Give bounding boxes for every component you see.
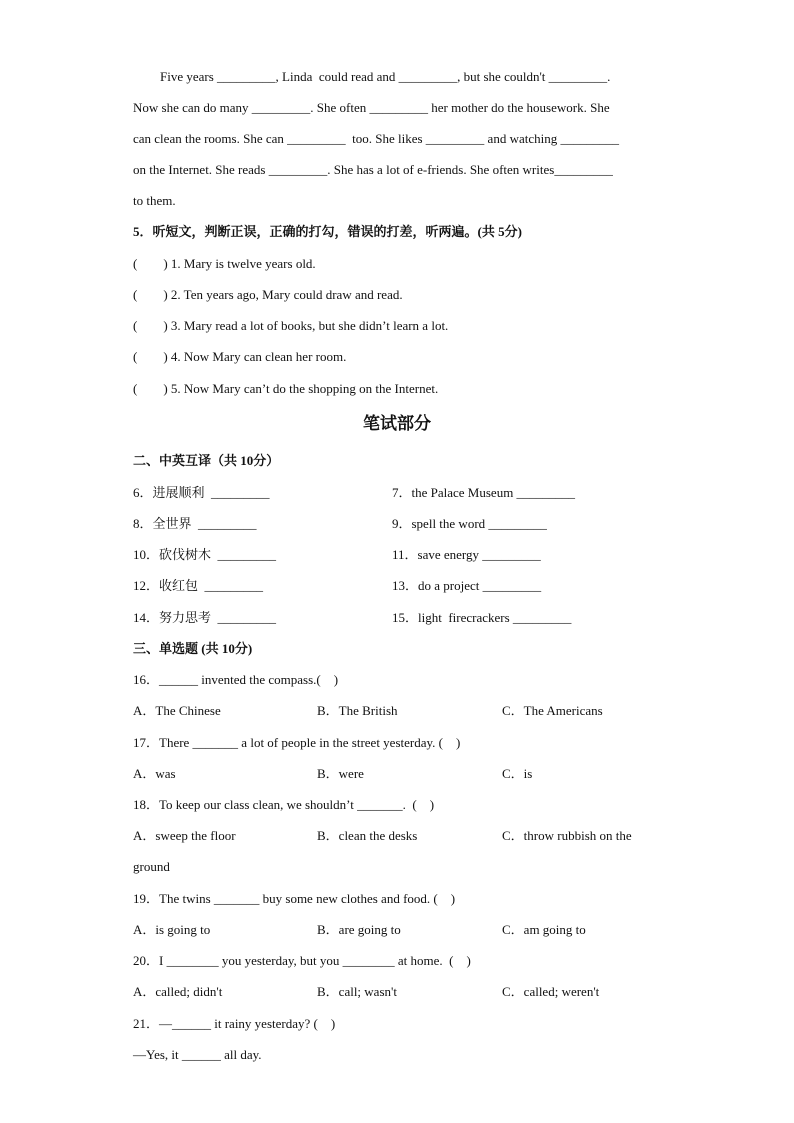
true-false-item: ( ) 3. Mary read a lot of books, but she didn’t learn a lot. bbox=[133, 318, 449, 333]
passage-line: Five years _________, Linda could read and _________, but she couldn't _________. bbox=[160, 69, 611, 84]
option-c: C．is bbox=[502, 766, 533, 781]
option-b: B．are going to bbox=[317, 922, 401, 937]
option-a: A．called; didn't bbox=[133, 984, 223, 999]
true-false-item: ( ) 2. Ten years ago, Mary could draw and read. bbox=[133, 287, 403, 302]
option-c: C．am going to bbox=[502, 922, 586, 937]
translation-item: 15．light firecrackers _________ bbox=[392, 610, 572, 625]
section-5-heading: 5．听短文，判断正误，正确的打勾，错误的打差，听两遍。(共 5分) bbox=[133, 224, 522, 239]
question-stem: 20．I ________ you yesterday, but you ________ at home. ( ) bbox=[133, 953, 471, 968]
option-c-continued: ground bbox=[133, 859, 170, 874]
option-b: B．call; wasn't bbox=[317, 984, 397, 999]
question-stem: 18．To keep our class clean, we shouldn’t _______. ( ) bbox=[133, 797, 435, 812]
option-a: A．sweep the floor bbox=[133, 828, 236, 843]
passage-line: Now she can do many _________. She often _________ her mother do the housework. She bbox=[133, 100, 610, 115]
true-false-item: ( ) 1. Mary is twelve years old. bbox=[133, 256, 316, 271]
question-stem: 16．______ invented the compass.( ) bbox=[133, 672, 339, 687]
option-a: A．The Chinese bbox=[133, 703, 221, 718]
option-a: A．is going to bbox=[133, 922, 211, 937]
translation-item: 8．全世界 _________ bbox=[133, 516, 257, 531]
passage-line: on the Internet. She reads _________. She has a lot of e-friends. She often writes_________ bbox=[133, 162, 613, 177]
option-b: B．clean the desks bbox=[317, 828, 418, 843]
translation-item: 10．砍伐树木 _________ bbox=[133, 547, 277, 562]
question-dialogue-line: —Yes, it ______ all day. bbox=[133, 1047, 262, 1062]
translation-item: 9．spell the word _________ bbox=[392, 516, 547, 531]
question-stem: 17．There _______ a lot of people in the street yesterday. ( ) bbox=[133, 735, 461, 750]
passage-line: can clean the rooms. She can _________ too. She likes _________ and watching _________ bbox=[133, 131, 619, 146]
true-false-item: ( ) 4. Now Mary can clean her room. bbox=[133, 349, 347, 364]
section-2-heading: 二、中英互译（共 10分） bbox=[133, 453, 280, 468]
option-b: B．The British bbox=[317, 703, 398, 718]
translation-item: 7．the Palace Museum _________ bbox=[392, 485, 576, 500]
question-stem: 21．—______ it rainy yesterday? ( ) bbox=[133, 1016, 336, 1031]
translation-item: 13．do a project _________ bbox=[392, 578, 542, 593]
option-c: C．The Americans bbox=[502, 703, 603, 718]
section-3-heading: 三、单选题 (共 10分) bbox=[133, 641, 253, 656]
translation-item: 14．努力思考 _________ bbox=[133, 610, 277, 625]
option-c: C．throw rubbish on the bbox=[502, 828, 632, 843]
translation-item: 12．收红包 _________ bbox=[133, 578, 264, 593]
true-false-item: ( ) 5. Now Mary can’t do the shopping on the Internet. bbox=[133, 381, 439, 396]
option-a: A．was bbox=[133, 766, 176, 781]
option-c: C．called; weren't bbox=[502, 984, 600, 999]
question-stem: 19．The twins _______ buy some new clothes and food. ( ) bbox=[133, 891, 456, 906]
passage-line: to them. bbox=[133, 193, 176, 208]
translation-item: 11．save energy _________ bbox=[392, 547, 541, 562]
translation-item: 6．进展顺利 _________ bbox=[133, 485, 270, 500]
option-b: B．were bbox=[317, 766, 364, 781]
written-part-title: 笔试部分 bbox=[363, 414, 431, 433]
